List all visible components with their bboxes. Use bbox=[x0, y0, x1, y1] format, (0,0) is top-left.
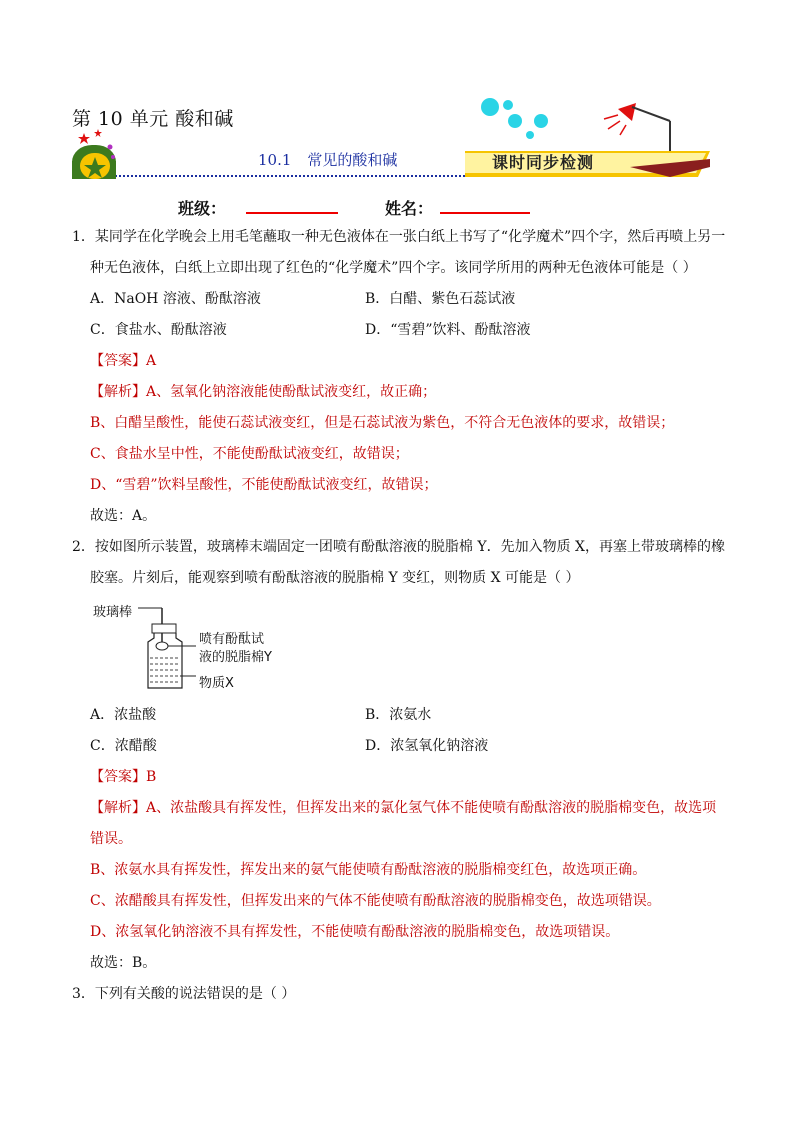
figure-label-cotton-1: 喷有酚酞试 bbox=[199, 632, 265, 647]
lesson-title: 常见的酸和碱 bbox=[307, 151, 398, 169]
bubble-icon bbox=[534, 114, 548, 128]
cotton-ball bbox=[156, 642, 168, 650]
q2-analysis: 【解析】A、浓盐酸具有挥发性，但挥发出来的氯化氢气体不能使喷有酚酞溶液的脱脂棉变色，故选项 bbox=[90, 800, 717, 816]
unit-badge-icon bbox=[72, 129, 116, 179]
q2-option-b: B．浓氨水 bbox=[365, 707, 432, 723]
q1-analysis: 【解析】A、氢氧化钠溶液能使酚酞试液变红，故正确； bbox=[90, 384, 437, 400]
q2-analysis-b: B、浓氨水具有挥发性，挥发出来的氨气能使喷有酚酞溶液的脱脂棉变红色，故选项正确。 bbox=[90, 862, 647, 878]
q2-stem-line2: 胶塞。片刻后，能观察到喷有酚酞溶液的脱脂棉 Y 变红，则物质 X 可能是（ ） bbox=[90, 570, 580, 586]
figure-label-rod: 玻璃棒 bbox=[93, 605, 133, 620]
bottle-stopper bbox=[152, 624, 176, 633]
sync-label: 课时同步检测 bbox=[492, 153, 595, 172]
q1-answer: 【答案】A bbox=[90, 353, 157, 369]
q1-option-a: A．NaOH 溶液、酚酞溶液 bbox=[90, 291, 261, 307]
bottle bbox=[148, 633, 182, 688]
class-label: 班级： bbox=[178, 199, 227, 218]
bubble-icon bbox=[526, 131, 534, 139]
q2-option-d: D．浓氢氧化钠溶液 bbox=[365, 738, 489, 754]
q2-analysis-c: C、浓醋酸具有挥发性，但挥发出来的气体不能使喷有酚酞溶液的脱脂棉变色，故选项错误。 bbox=[90, 893, 661, 909]
q1-option-d: D．“雪碧”饮料、酚酞溶液 bbox=[365, 322, 531, 338]
q2-option-a: A．浓盐酸 bbox=[90, 707, 157, 723]
q2-analysis-cont: 错误。 bbox=[90, 831, 132, 847]
figure-label-substance: 物质X bbox=[199, 676, 234, 691]
name-blank[interactable] bbox=[440, 196, 530, 214]
bubble-icon bbox=[503, 100, 513, 110]
q1-option-c: C．食盐水、酚酞溶液 bbox=[90, 322, 227, 338]
name-label: 姓名： bbox=[385, 199, 434, 218]
figure-label-cotton-2: 液的脱脂棉Y bbox=[199, 650, 272, 665]
q2-stem-line1: 2．按如图所示装置，玻璃棒末端固定一团喷有酚酞溶液的脱脂棉 Y．先加入物质 X，再塞上带玻璃棒的橡 bbox=[72, 539, 726, 555]
q3-stem: 3．下列有关酸的说法错误的是（ ） bbox=[72, 986, 296, 1002]
lesson-heading bbox=[258, 149, 397, 170]
q1-option-b: B．白醋、紫色石蕊试液 bbox=[365, 291, 516, 307]
bubble-icon bbox=[508, 114, 522, 128]
q1-analysis-b: B、白醋呈酸性，能使石蕊试液变红，但是石蕊试液为紫色，不符合无色液体的要求，故错误； bbox=[90, 415, 675, 431]
lesson-number: 10.1 bbox=[258, 151, 292, 169]
q2-analysis-d: D、浓氢氧化钠溶液不具有挥发性，不能使喷有酚酞溶液的脱脂棉变色，故选项错误。 bbox=[90, 924, 620, 940]
q2-answer: 【答案】B bbox=[90, 769, 157, 785]
q1-stem-line2: 种无色液体，白纸上立即出现了红色的“化学魔术”四个字。该同学所用的两种无色液体可能是（ ） bbox=[90, 260, 697, 276]
q2-conclusion: 故选：B。 bbox=[90, 955, 157, 971]
class-blank[interactable] bbox=[246, 196, 338, 214]
lamp-icon bbox=[604, 103, 670, 153]
substance-liquid bbox=[150, 658, 180, 682]
q1-analysis-d: D、“雪碧”饮料呈酸性，不能使酚酞试液变红，故错误； bbox=[90, 477, 438, 493]
q1-conclusion: 故选：A。 bbox=[90, 508, 157, 524]
bubble-icon bbox=[481, 98, 499, 116]
q2-option-c: C．浓醋酸 bbox=[90, 738, 157, 754]
q1-analysis-c: C、食盐水呈中性，不能使酚酞试液变红，故错误； bbox=[90, 446, 409, 462]
q1-stem-line1: 1．某同学在化学晚会上用毛笔蘸取一种无色液体在一张白纸上书写了“化学魔术”四个字，然后再喷上另一 bbox=[72, 229, 726, 245]
unit-title: 第 10 单元 酸和碱 bbox=[72, 108, 234, 130]
